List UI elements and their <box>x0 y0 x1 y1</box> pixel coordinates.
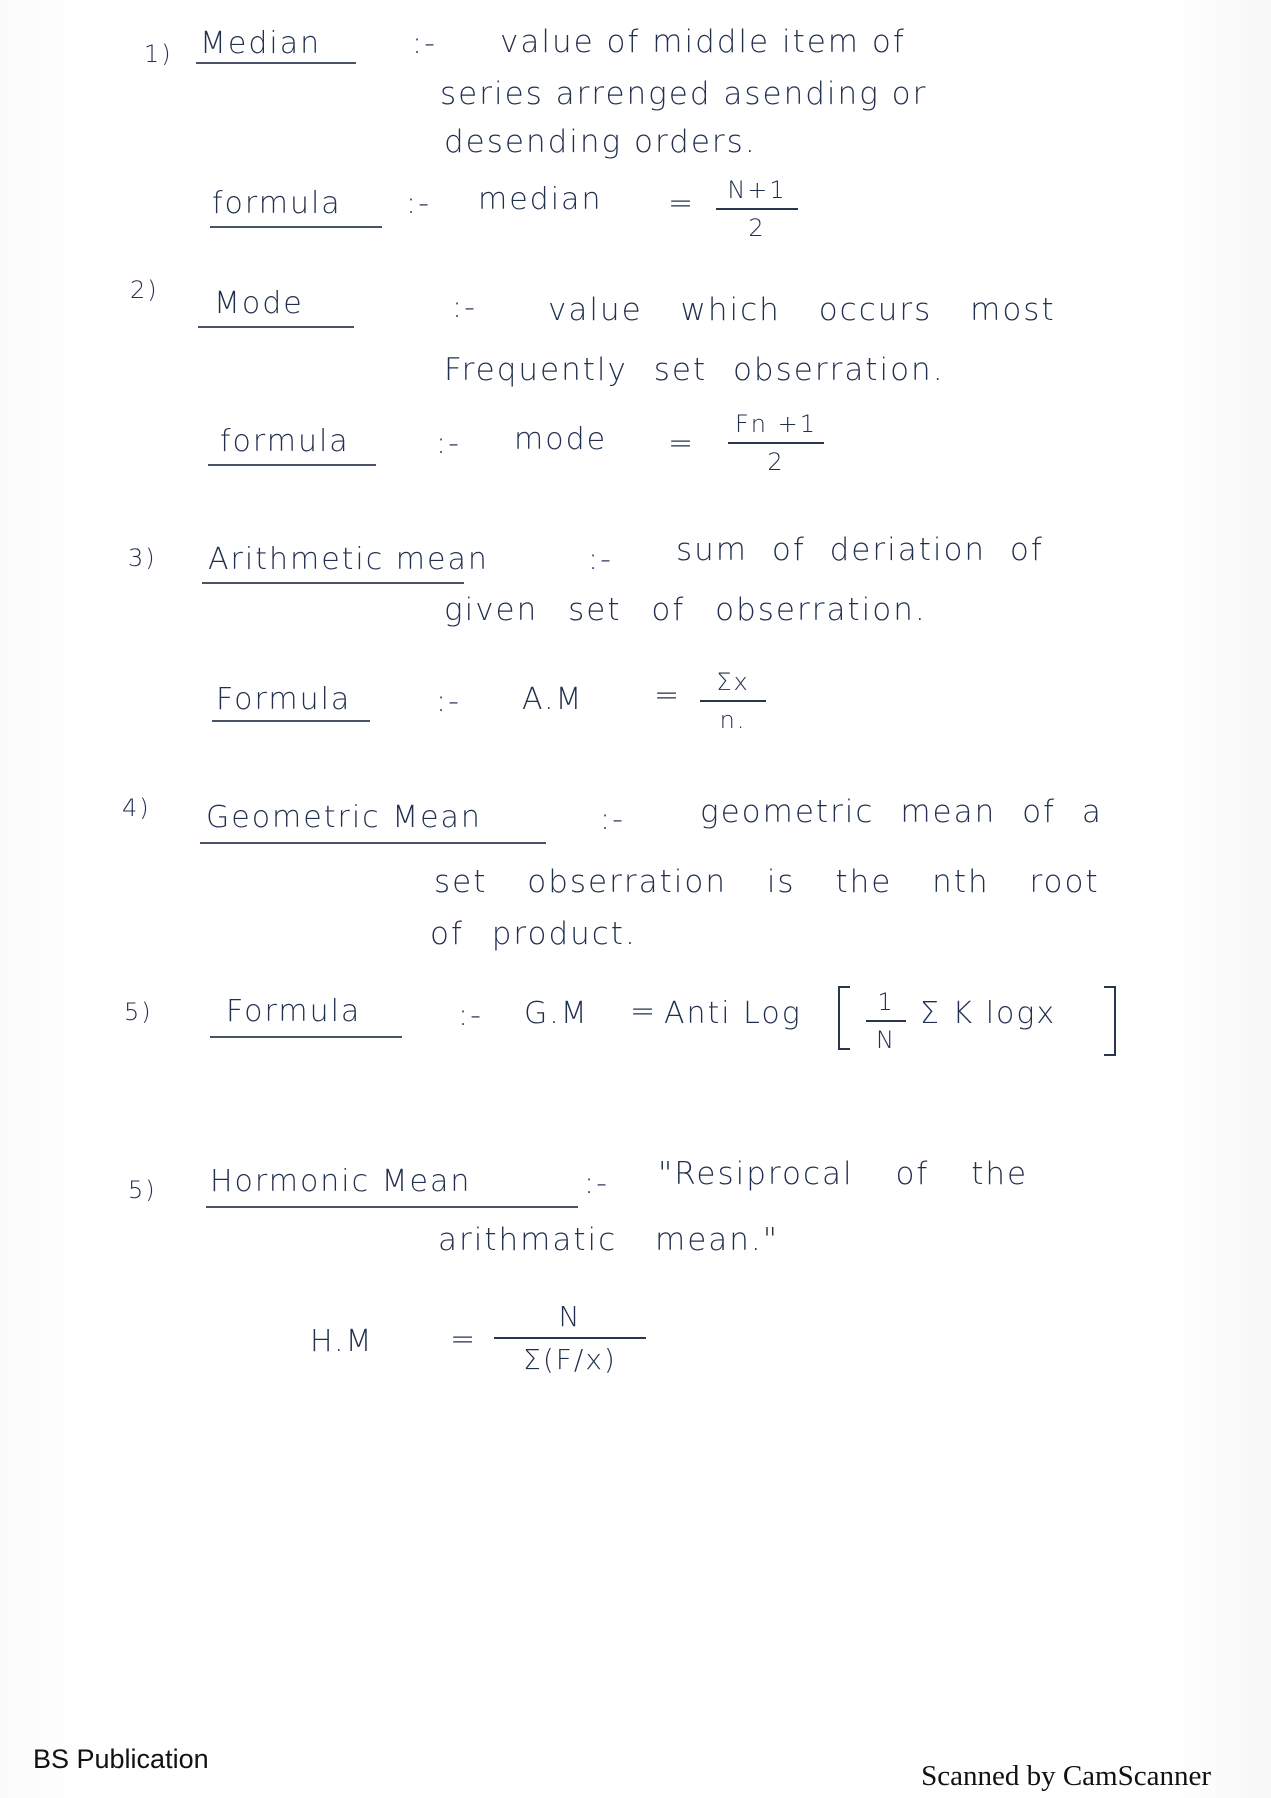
separator: :- <box>436 426 461 461</box>
fraction <box>866 988 906 1054</box>
item-number: 5) <box>124 998 153 1026</box>
fraction-bar <box>700 700 766 702</box>
fraction-bar <box>494 1337 646 1339</box>
fraction <box>728 410 824 476</box>
publisher-label: BS Publication <box>33 1744 209 1774</box>
close-bracket <box>1104 986 1116 1056</box>
definition-line: Frequently set obserration. <box>444 352 945 388</box>
fraction-bar <box>728 442 824 444</box>
definition-line: given set of obserration. <box>444 592 927 628</box>
formula-lhs: G.M <box>524 996 589 1031</box>
denominator: Σ(F/x) <box>523 1343 617 1376</box>
equals-sign: = <box>630 994 658 1029</box>
title-underline <box>198 326 354 328</box>
scanner-watermark: Scanned by CamScanner <box>921 1760 1211 1792</box>
separator: :- <box>452 290 477 325</box>
separator: :- <box>588 542 613 577</box>
denominator: 2 <box>767 448 785 476</box>
title-underline <box>200 842 546 844</box>
equals-sign: = <box>668 426 696 461</box>
formula-label: Formula <box>216 682 352 717</box>
summation-term: Σ K logx <box>920 996 1057 1031</box>
separator: :- <box>584 1166 609 1201</box>
definition-line: geometric mean of a <box>700 794 1103 830</box>
formula-underline <box>208 464 376 466</box>
definition-line: series arrenged asending or <box>440 76 928 112</box>
denominator: 2 <box>748 214 766 242</box>
fraction-bar <box>866 1020 906 1022</box>
formula-underline <box>212 720 370 722</box>
numerator: N+1 <box>727 176 787 204</box>
numerator: N <box>558 1300 582 1333</box>
numerator: Fn +1 <box>734 410 818 438</box>
formula-lhs: H.M <box>310 1324 374 1359</box>
formula-label: formula <box>220 424 350 459</box>
formula-lhs: mode <box>514 422 608 457</box>
equals-sign: = <box>668 186 696 221</box>
fraction-bar <box>716 208 798 210</box>
formula-underline <box>210 226 382 228</box>
formula-lhs: A.M <box>522 682 584 717</box>
denominator: N <box>876 1026 896 1054</box>
separator: :- <box>436 684 461 719</box>
definition-line: value of middle item of <box>500 24 906 60</box>
term-title: Hormonic Mean <box>210 1164 472 1199</box>
formula-lhs: median <box>478 182 603 217</box>
definition-line: set obserration is the nth root <box>434 864 1100 900</box>
title-underline <box>196 62 356 64</box>
item-number: 2) <box>130 276 159 304</box>
separator: :- <box>600 802 625 837</box>
item-number: 5) <box>128 1176 157 1204</box>
denominator: n. <box>719 706 747 734</box>
item-number: 1) <box>144 40 173 68</box>
title-underline <box>206 1206 578 1208</box>
formula-underline <box>210 1036 402 1038</box>
separator: :- <box>412 26 437 61</box>
term-title: Arithmetic mean <box>208 542 489 577</box>
term-title: Median <box>200 26 322 61</box>
item-number: 3) <box>128 544 157 572</box>
formula-label: Formula <box>226 994 362 1029</box>
term-title: Mode <box>214 286 304 321</box>
definition-line: of product. <box>430 916 637 952</box>
equals-sign: = <box>450 1322 478 1357</box>
formula-label: formula <box>212 186 342 221</box>
definition-line: arithmatic mean." <box>438 1222 780 1258</box>
numerator: 1 <box>877 988 895 1016</box>
separator: :- <box>458 998 483 1033</box>
definition-line: value which occurs most <box>548 292 1056 328</box>
definition-line: sum of deriation of <box>676 532 1044 568</box>
fraction <box>716 176 798 242</box>
title-underline <box>202 582 464 584</box>
separator: :- <box>406 186 431 221</box>
fraction <box>700 668 766 734</box>
numerator: Σx <box>716 668 750 696</box>
equals-sign: = <box>654 678 682 713</box>
definition-line: "Resiprocal of the <box>658 1156 1029 1192</box>
anti-log-label: Anti Log <box>664 996 802 1031</box>
open-bracket <box>838 986 850 1050</box>
item-number: 4) <box>122 794 151 822</box>
fraction <box>494 1300 646 1376</box>
definition-line: desending orders. <box>444 124 757 160</box>
term-title: Geometric Mean <box>206 800 482 835</box>
